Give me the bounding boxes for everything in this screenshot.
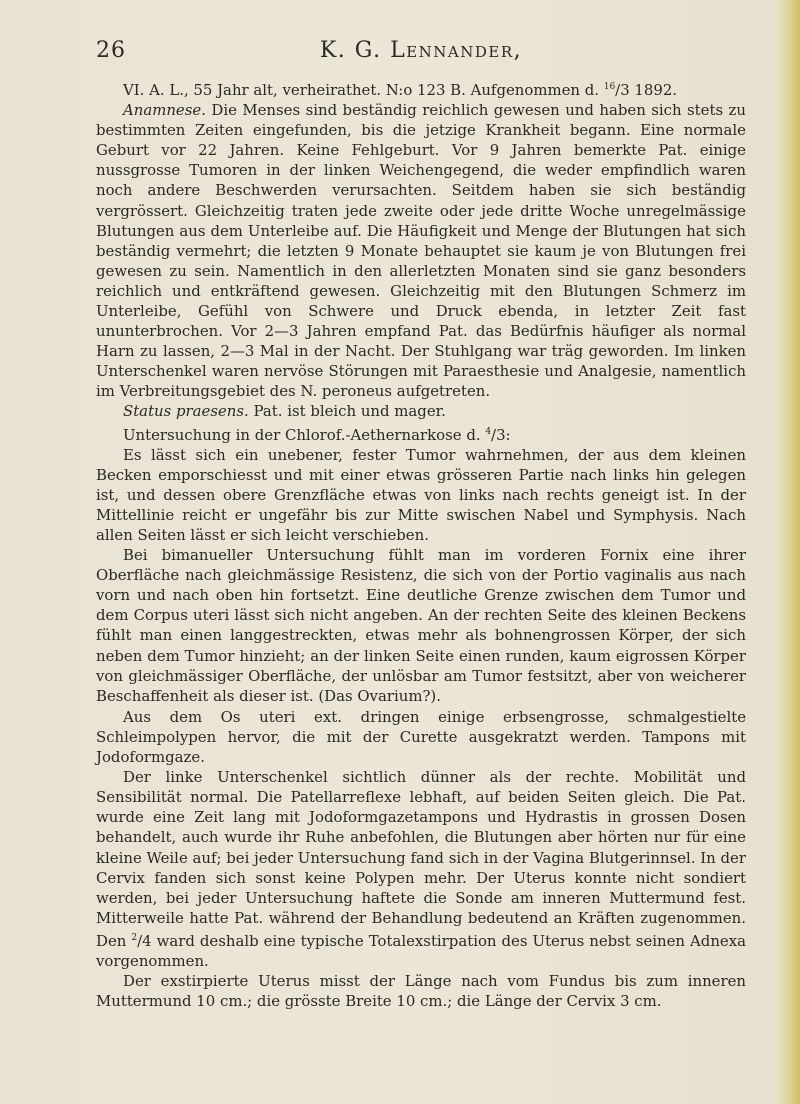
- body-text: [96, 77, 746, 1011]
- page-edge-discoloration: [776, 0, 800, 1104]
- examination-date-superscript: 4: [485, 426, 492, 437]
- bimanual-paragraph: Bei bimanueller Untersuchung fühlt man im vorderen Fornix eine ihrer Oberfläche nach gleichmässige Resistenz, die sich von der Portio vaginalis aus nach vorn und nach oben hin fortsetzt. Eine deutliche Grenze zwischen dem Tumor und dem Corpus uteri lässt sich nicht angeben. An der rechten Seite des kleinen Beckens fühlt man einen langgestreckten, etwas mehr als bohnengrossen Körper, der sich neben dem Tumor hinzieht; an der linken Seite einen runden, kaum eigrossen Körper von gleichmässiger Oberfläche, der unlösbar am Tumor festsitzt, aber von weicherer Beschaffenheit als dieser ist. (Das Ovarium?).: [96, 546, 746, 705]
- examination-paragraph: [96, 422, 746, 445]
- anamnese-label: Anamnese.: [123, 101, 206, 120]
- page-header: [96, 38, 746, 70]
- polyp-paragraph: Aus dem Os uteri ext. dringen einige erbsengrosse, schmalgestielte Schleimpolypen hervor, die mit der Curette ausgekratzt werden. Tampons mit Jodoformgaze.: [96, 707, 746, 767]
- case-heading-paragraph: [96, 77, 746, 100]
- examination-lead: Untersuchung in der Chlorof.-Aethernarkose d.: [123, 425, 486, 444]
- treatment-text-rest: /4 ward deshalb eine typische Totalexstirpation des Uterus nebst seinen Adnexa vorgenommen.: [96, 931, 746, 970]
- treatment-paragraph: [96, 767, 746, 971]
- running-head-author: Lennander,: [390, 38, 523, 63]
- operation-date-superscript: 2: [131, 932, 138, 943]
- status-praesens-text: Pat. ist bleich und mager.: [248, 402, 446, 421]
- admission-date-rest: /3 1892.: [615, 80, 678, 99]
- treatment-text: Der linke Unterschenkel sichtlich dünner als der rechte. Mobilität und Sensibilität normal. Die Patellarreflexe lebhaft, auf beiden Seiten gleich. Die Pat. wurde eine Zeit lang mit Jodoformgazetampons und Hydrastis in grossen Dosen behandelt, auch wurde ihr Ruhe anbefohlen, die Blutungen aber hörten nur für eine kleine Weile auf; bei jeder Untersuchung fand sich in der Vagina Blutgerinnsel. In der Cervix fanden sich sonst keine Polypen mehr. Der Uterus konnte nicht sondiert werden, bei jeder Untersuchung haftete die Sonde am inneren Muttermund fest. Mitterweile hatte Pat. während der Behandlung bedeutend an Kräften zugenommen. Den: [96, 768, 746, 950]
- admission-date-superscript: 16: [603, 82, 616, 92]
- page-number: 26: [96, 38, 126, 63]
- case-heading: VI. A. L., 55 Jahr alt, verheirathet. N:o 123 B. Aufgenommen d.: [123, 80, 604, 99]
- anamnese-text: Die Menses sind beständig reichlich gewesen und haben sich stets zu bestimmten Zeiten eingefunden, bis die jetzige Krankheit begann. Eine normale Geburt vor 22 Jahren. Keine Fehlgeburt. Vor 9 Jahren bemerkte Pat. einige nussgrosse Tumoren in der linken Weichengegend, die weder empfindlich waren noch andere Beschwerden verursachten. Seitdem haben sie sich beständig vergrössert. Gleichzeitig traten jede zweite oder jede dritte Woche unregelmässige Blutungen aus dem Unterleibe auf. Die Häufigkeit und Menge der Blutungen hat sich beständig vermehrt; die letzten 9 Monate behauptet sie kaum je von Blutungen frei gewesen zu sein. Namentlich in den allerletzten Monaten sind sie ganz besonders reichlich und entkräftend gewesen. Gleichzeitig mit den Blutungen Schmerz im Unterleibe, Gefühl von Schwere und Druck ebenda, in letzter Zeit fast ununterbrochen. Vor 2—3 Jahren empfand Pat. das Bedürfnis häufiger als normal Harn zu lassen, 2—3 Mal in der Nacht. Der Stuhlgang war träg geworden. Im linken Unterschenkel waren nervöse Störungen mit Paraesthesie und Analgesie, namentlich im Verbreitungsgebiet des N. peroneus aufgetreten.: [96, 101, 746, 401]
- status-paragraph: [96, 401, 746, 421]
- uterus-measurement-paragraph: Der exstirpierte Uterus misst der Länge nach vom Fundus bis zum inneren Muttermund 10 cm.; die grösste Breite 10 cm.; die Länge der Cervix 3 cm.: [96, 972, 746, 1011]
- status-praesens-label: Status praesens.: [123, 402, 249, 421]
- anamnese-paragraph: [96, 100, 746, 401]
- tumor-paragraph: Es lässt sich ein unebener, fester Tumor wahrnehmen, der aus dem kleinen Becken emporschiesst und mit einer etwas grösseren Partie nach links hin gelegen ist, und dessen obere Grenzfläche etwas von links nach rechts geneigt ist. In der Mittellinie reicht er ungefähr bis zur Mitte swischen Nabel und Symphysis. Nach allen Seiten lässt er sich leicht verschieben.: [96, 445, 746, 544]
- examination-date-rest: /3:: [491, 425, 511, 444]
- running-head: [96, 38, 746, 63]
- running-head-initials: K. G.: [319, 38, 391, 63]
